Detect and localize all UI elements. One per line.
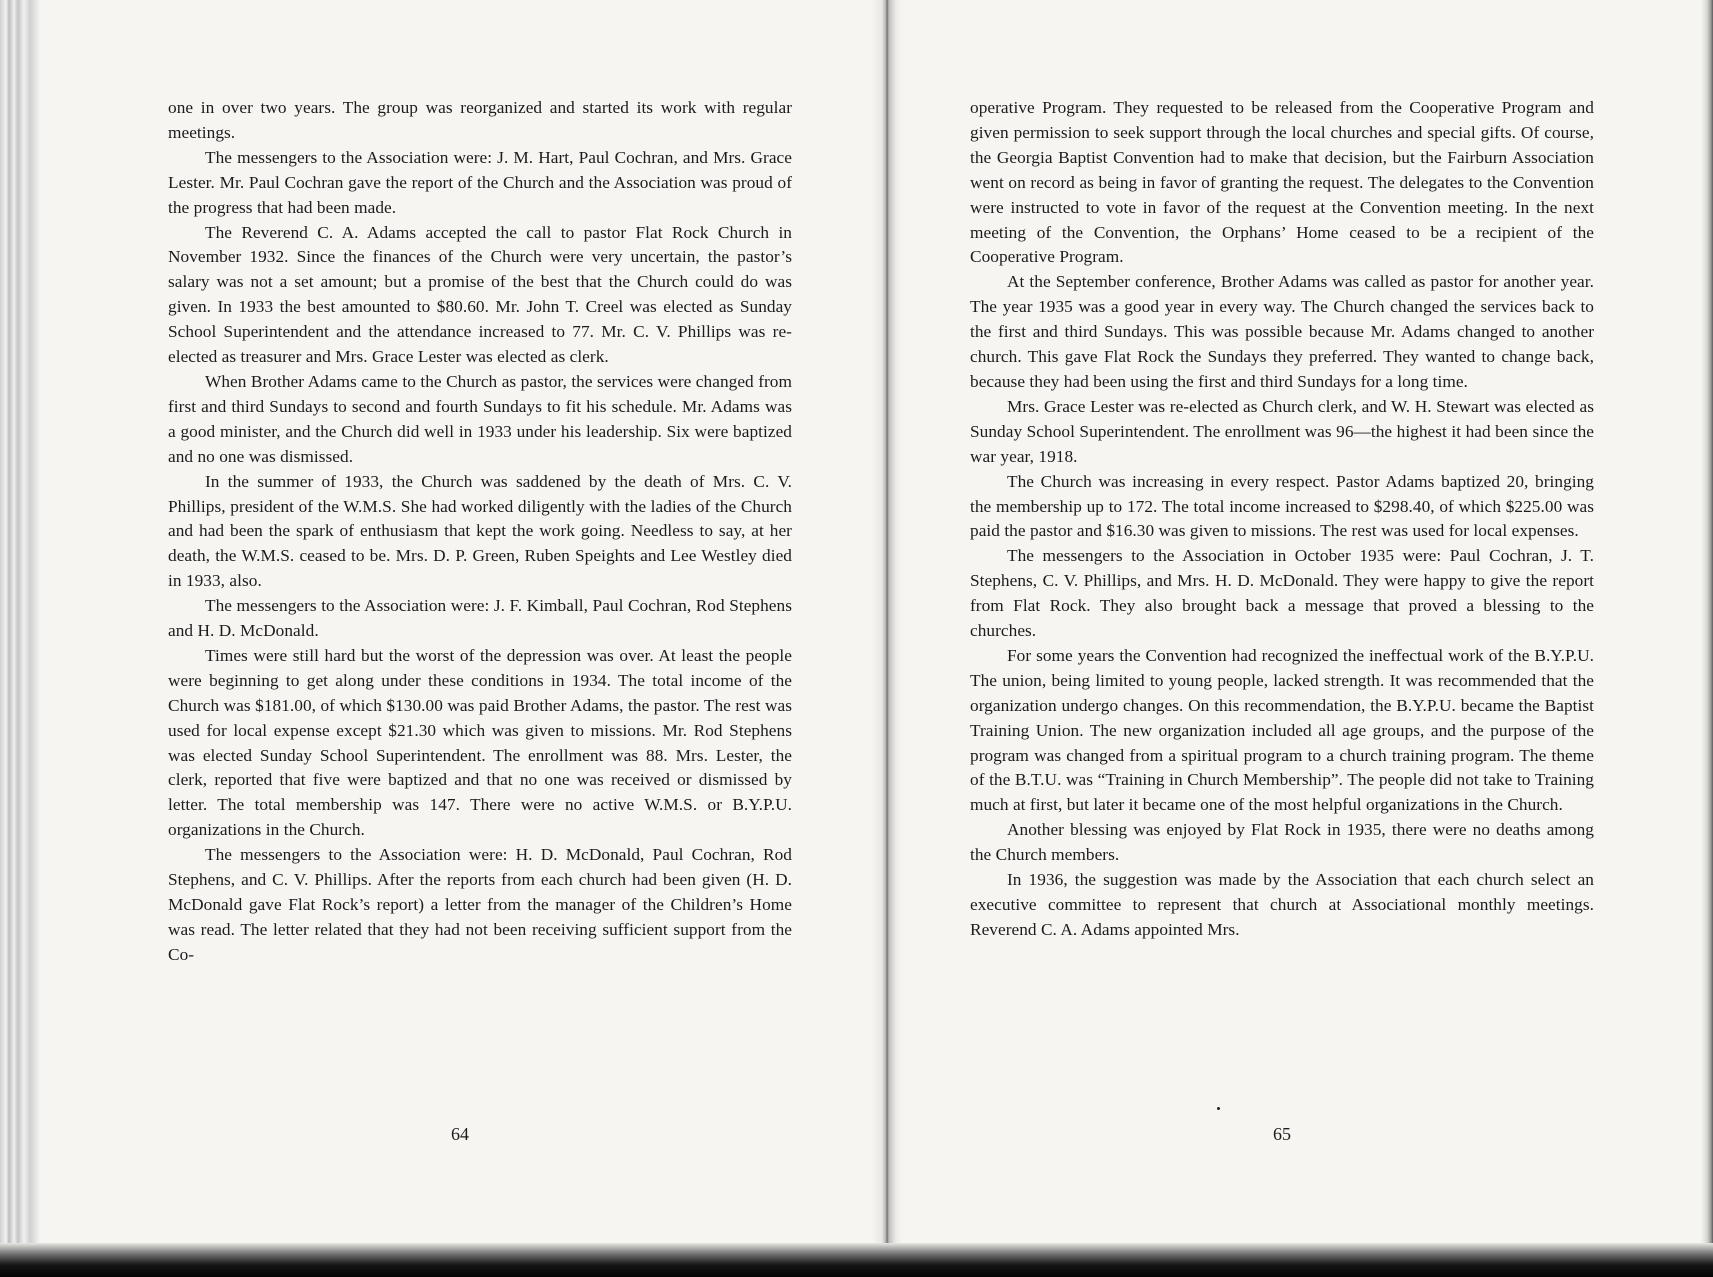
paragraph: The Reverend C. A. Adams accepted the call to pastor Flat Rock Church in November 1932. Since the finances of the Church were very uncertain, the pastor’s salary was not a set amount; but a promise of the best that the Church could do was given. In 1933 the best amounted to $80.60. Mr. John T. Creel was elected as Sunday School Superintendent and the attendance increased to 77. Mr. C. V. Phillips was re-elected as treasurer and Mrs. Grace Lester was elected as clerk. (168, 222, 792, 367)
paragraph: When Brother Adams came to the Church as pastor, the services were changed from first and third Sundays to second and fourth Sundays to fit his schedule. Mr. Adams was a good minister, and the Church did well in 1933 under his leadership. Six were baptized and no one was dismissed. (168, 371, 792, 466)
paragraph: The Church was increasing in every respect. Pastor Adams baptized 20, bringing the membership up to 172. The total income increased to $298.40, of which $225.00 was paid the pastor and $16.30 was given to missions. The rest was used for local expenses. (970, 471, 1594, 541)
paragraph: The messengers to the Association were: J. M. Hart, Paul Cochran, and Mrs. Grace Lester. Mr. Paul Cochran gave the report of the Church and the Association was proud of the progress that had been made. (168, 147, 792, 217)
right-page-body (970, 96, 1594, 943)
paragraph: The messengers to the Association in October 1935 were: Paul Cochran, J. T. Stephens, C. V. Phillips, and Mrs. H. D. McDonald. They were happy to give the report from Flat Rock. They also brought back a message that proved a blessing to the churches. (970, 546, 1594, 641)
page-number-left: 64 (451, 1124, 469, 1144)
paragraph: one in over two years. The group was reorganized and started its work with regular meetings. (168, 98, 792, 142)
bottom-page-edge (0, 1243, 1713, 1277)
left-page-edge (0, 0, 60, 1277)
paragraph: The messengers to the Association were: H. D. McDonald, Paul Cochran, Rod Stephens, and C. V. Phillips. After the reports from each church had been given (H. D. McDonald gave Flat Rock’s report) a letter from the manager of the Children’s Home was read. The letter related that they had not been receiving sufficient support from the Co- (168, 845, 792, 964)
page-number-right: 65 (1273, 1124, 1291, 1144)
paragraph: Another blessing was enjoyed by Flat Rock in 1935, there were no deaths among the Church members. (970, 820, 1594, 865)
paragraph: For some years the Convention had recognized the ineffectual work of the B.Y.P.U. The union, being limited to young people, lacked strength. It was recommended that the organization undergo changes. On this recommendation, the B.Y.P.U. became the Baptist Training Union. The new organization included all age groups, and the purpose of the program was changed from a spiritual program to a church training program. The theme of the B.T.U. was “Training in Church Membership”. The people did not take to Training much at first, but later it became one of the most helpful organizations in the Church. (970, 645, 1594, 815)
left-page-body (168, 96, 792, 968)
paragraph: Times were still hard but the worst of the depression was over. At least the people were beginning to get along under these conditions in 1934. The total income of the Church was $181.00, of which $130.00 was paid Brother Adams, the pastor. The rest was used for local expense except $21.30 which was given to missions. Mr. Rod Stephens was elected Sunday School Superintendent. The enrollment was 88. Mrs. Lester, the clerk, reported that five were baptized and that no one was received or dismissed by letter. The total membership was 147. There were no active W.M.S. or B.Y.P.U. organizations in the Church. (168, 645, 792, 840)
paragraph: operative Program. They requested to be released from the Cooperative Program and given permission to seek support through the local churches and special gifts. Of course, the Georgia Baptist Convention had to make that decision, but the Fairburn Association went on record as being in favor of granting the request. The delegates to the Convention were instructed to vote in favor of the request at the Convention meeting. In the next meeting of the Convention, the Orphans’ Home ceased to be a recipient of the Cooperative Program. (970, 98, 1594, 267)
paragraph: At the September conference, Brother Adams was called as pastor for another year. The year 1935 was a good year in every way. The Church changed the services back to the first and third Sundays. This was possible because Mr. Adams changed to another church. This gave Flat Rock the Sundays they preferred. They wanted to change back, because they had been using the first and third Sundays for a long time. (970, 272, 1594, 391)
paragraph: The messengers to the Association were: J. F. Kimball, Paul Cochran, Rod Stephens and H. D. McDonald. (168, 596, 792, 641)
paragraph: In the summer of 1933, the Church was saddened by the death of Mrs. C. V. Phillips, president of the W.M.S. She had worked diligently with the ladies of the Church and had been the spark of enthusiasm that kept the work going. Needless to say, at her death, the W.M.S. ceased to be. Mrs. D. P. Green, Ruben Speights and Lee Westley died in 1933, also. (168, 471, 792, 591)
book-gutter (872, 0, 902, 1277)
ink-speck (1217, 1107, 1220, 1110)
paragraph: Mrs. Grace Lester was re-elected as Church clerk, and W. H. Stewart was elected as Sunday School Superintendent. The enrollment was 96—the highest it had been since the war year, 1918. (970, 396, 1594, 466)
right-page-edge (1701, 0, 1713, 1277)
paragraph: In 1936, the suggestion was made by the Association that each church select an executive committee to represent that church at Associational monthly meetings. Reverend C. A. Adams appointed Mrs. (970, 870, 1594, 939)
